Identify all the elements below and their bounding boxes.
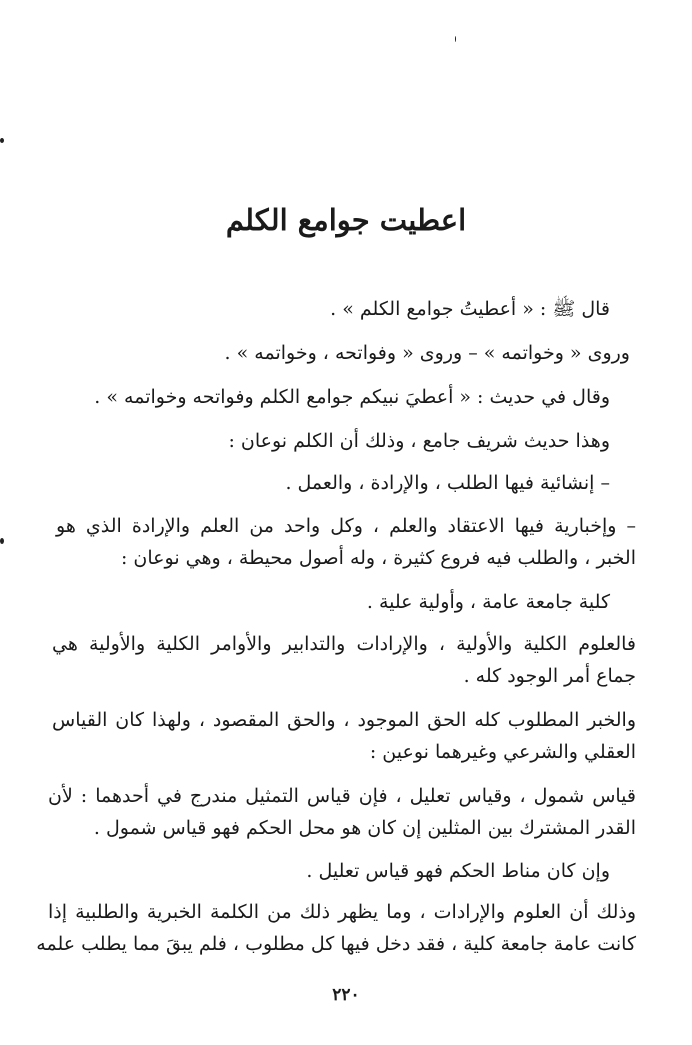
text-line: قياس شمول ، وقياس تعليل ، فإن قياس التمثيل مندرج في أحدهما : لأن <box>48 785 636 807</box>
page-number: ٢٢٠ <box>332 985 360 1005</box>
text-line: كلية جامعة عامة ، وأولية علية . <box>366 591 610 613</box>
chapter-title: اعطيت جوامع الكلم <box>225 203 467 237</box>
text-line: وروى « وخواتمه » – وروى « وفواتحه ، وخواتمه » . <box>224 342 630 364</box>
text-line: الخبر ، والطلب فيه فروع كثيرة ، وله أصول محيطة ، وهي نوعان : <box>120 547 636 569</box>
text-line: قال ﷺ : « أعطيتُ جوامع الكلم » . <box>330 298 610 320</box>
text-line: وهذا حديث شريف جامع ، وذلك أن الكلم نوعان : <box>228 430 610 452</box>
text-line: العقلي والشرعي وغيرهما نوعين : <box>369 741 636 763</box>
text-line: – وإخبارية فيها الاعتقاد والعلم ، وكل واحد من العلم والإرادة الذي هو <box>56 515 636 537</box>
text-line: فالعلوم الكلية والأولية ، والإرادات والتدابير والأوامر الكلية والأولية هي <box>52 633 636 655</box>
scan-speck <box>0 138 4 143</box>
text-line: – إنشائية فيها الطلب ، والإرادة ، والعمل . <box>285 472 610 494</box>
text-line: جماع أمر الوجود كله . <box>463 665 636 687</box>
text-line: القدر المشترك بين المثلين إن كان هو محل الحكم فهو قياس شمول . <box>93 817 636 839</box>
text-line: كانت عامة جامعة كلية ، فقد دخل فيها كل مطلوب ، فلم يبقَ مما يطلب علمه <box>36 933 636 955</box>
text-line: والخبر المطلوب كله الحق الموجود ، والحق المقصود ، ولهذا كان القياس <box>52 709 636 731</box>
text-line: وذلك أن العلوم والإرادات ، وما يظهر ذلك من الكلمة الخبرية والطلبية إذا <box>48 901 636 923</box>
text-line: وقال في حديث : « أعطيَ نبيكم جوامع الكلم وفواتحه وخواتمه » . <box>94 386 610 408</box>
scan-speck <box>0 538 4 544</box>
text-line: وإن كان مناط الحكم فهو قياس تعليل . <box>306 860 610 882</box>
scan-speck <box>455 36 456 42</box>
